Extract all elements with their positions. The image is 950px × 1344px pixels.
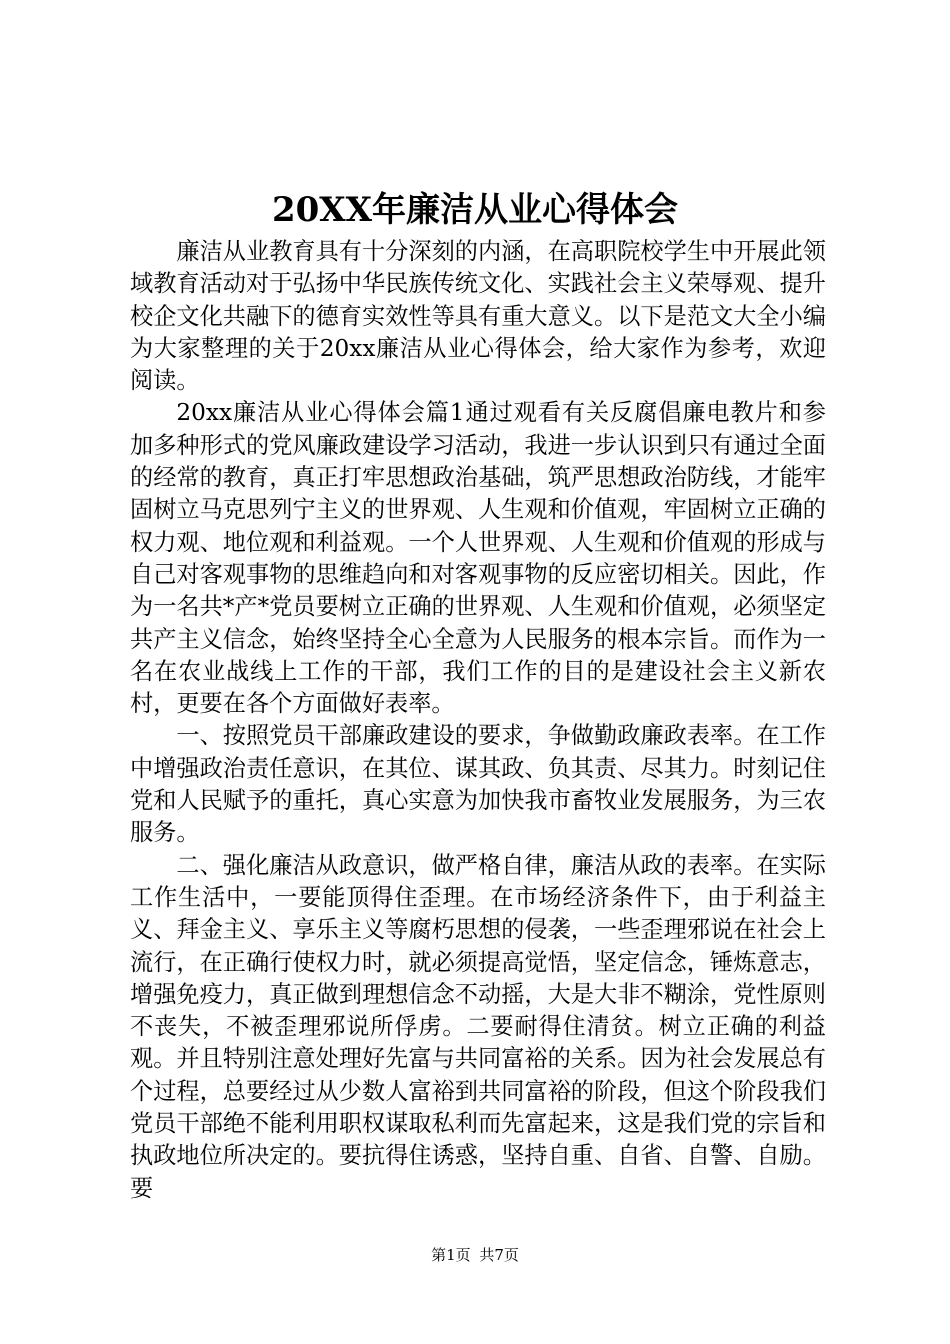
paragraph-point-1: 一、按照党员干部廉政建设的要求，争做勤政廉政表率。在工作中增强政治责任意识，在其位、谋其政、负其责、尽其力。时刻记住党和人民赋予的重托，真心实意为加快我市畜牧业发展服务，为三农服务。 bbox=[130, 722, 826, 847]
paragraph-article-1: 20xx廉洁从业心得体会篇1通过观看有关反腐倡廉电教片和参加多种形式的党风廉政建设学习活动，我进一步认识到只有通过全面的经常的教育，真正打牢思想政治基础，筑严思想政治防线，才能牢固树立马克思列宁主义的世界观、人生观和价值观，牢固树立正确的权力观、地位观和利益观。一个人世界观、人生观和价值观的形成与自己对客观事物的思维趋向和对客观事物的反应密切相关。因此，作为一名共*产*党员要树立正确的世界观、人生观和价值观，必须坚定共产主义信念，始终坚持全心全意为人民服务的根本宗旨。而作为一名在农业战线上工作的干部，我们工作的目的是建设社会主义新农村，更要在各个方面做好表率。 bbox=[130, 399, 826, 718]
document-title: 20XX年廉洁从业心得体会 bbox=[271, 190, 679, 230]
document-body bbox=[130, 236, 826, 1205]
page-number: 第1页 bbox=[431, 1246, 471, 1264]
page-total: 共7页 bbox=[479, 1246, 519, 1264]
paragraph-intro: 廉洁从业教育具有十分深刻的内涵，在高职院校学生中开展此领域教育活动对于弘扬中华民族传统文化、实践社会主义荣辱观、提升校企文化共融下的德育实效性等具有重大意义。以下是范文大全小编为大家整理的关于20xx廉洁从业心得体会，给大家作为参考，欢迎阅读。 bbox=[130, 238, 826, 395]
paragraph-point-2: 二、强化廉洁从政意识，做严格自律，廉洁从政的表率。在实际工作生活中，一要能顶得住歪理。在市场经济条件下，由于利益主义、拜金主义、享乐主义等腐朽思想的侵袭，一些歪理邪说在社会上流行，在正确行使权力时，就必须提高觉悟，坚定信念，锤炼意志，增强免疫力，真正做到理想信念不动摇，大是大非不糊涂，党性原则不丧失，不被歪理邪说所俘虏。二要耐得住清贫。树立正确的利益观。并且特别注意处理好先富与共同富裕的关系。因为社会发展总有个过程，总要经过从少数人富裕到共同富裕的阶段，但这个阶段我们党员干部绝不能利用职权谋取私利而先富起来，这是我们党的宗旨和执政地位所决定的。要抗得住诱惑，坚持自重、自省、自警、自励。要 bbox=[130, 851, 826, 1202]
page-footer bbox=[0, 1244, 950, 1266]
